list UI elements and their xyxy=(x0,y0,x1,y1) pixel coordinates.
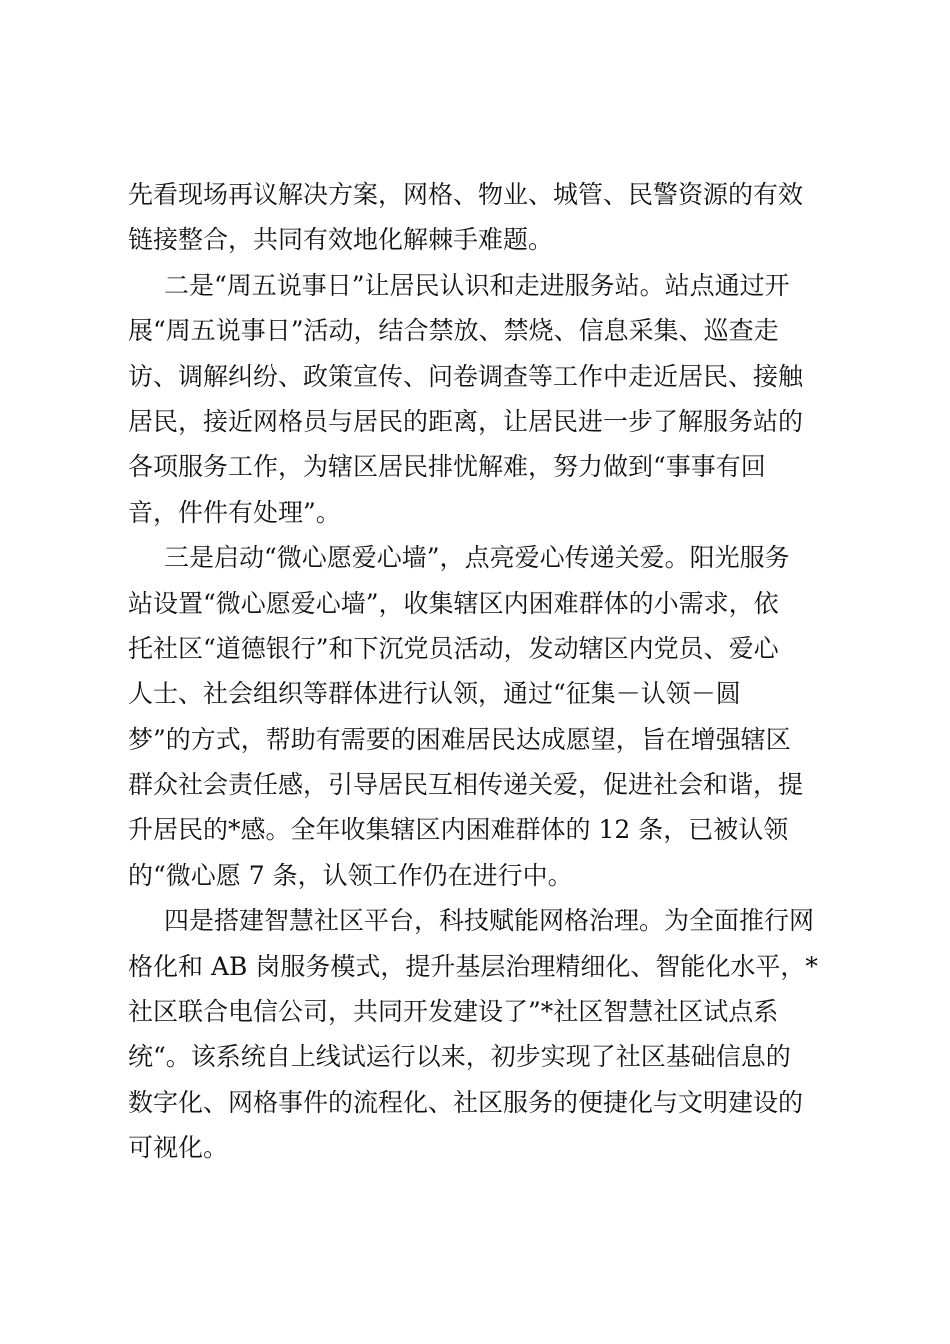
text-line: 格化和 AB 岗服务模式，提升基层治理精细化、智能化水平，* xyxy=(128,951,818,981)
text-line: 站设置“微心愿爱心墙”，收集辖区内困难群体的小需求，依 xyxy=(128,588,779,618)
paragraph-first-line: 四是搭建智慧社区平台，科技赋能网格治理。为全面推行网 xyxy=(164,906,815,936)
text-line: 数字化、网格事件的流程化、社区服务的便捷化与文明建设的 xyxy=(128,1087,804,1117)
text-line: 统“。该系统自上线试运行以来，初步实现了社区基础信息的 xyxy=(128,1042,791,1072)
text-line: 先看现场再议解决方案，网格、物业、城管、民警资源的有效 xyxy=(128,180,804,209)
body-text xyxy=(128,172,828,1171)
text-line: 群众社会责任感，引导居民互相传递关爱，促进社会和谐，提 xyxy=(128,770,804,800)
text-line: 链接整合，共同有效地化解棘手难题。 xyxy=(128,225,554,255)
text-line: 居民，接近网格员与居民的距离，让居民进一步了解服务站的 xyxy=(128,406,804,436)
text-line: 升居民的*感。全年收集辖区内困难群体的 12 条，已被认领 xyxy=(128,815,789,845)
text-line: 音，件件有处理”。 xyxy=(128,497,341,527)
text-line: 各项服务工作，为辖区居民排忧解难，努力做到“事事有回 xyxy=(128,452,766,482)
text-line: 可视化。 xyxy=(128,1133,229,1163)
text-line: 社区联合电信公司，共同开发建设了”*社区智慧社区试点系 xyxy=(128,997,779,1027)
text-line: 展“周五说事日”活动，结合禁放、禁烧、信息采集、巡查走 xyxy=(128,316,779,346)
paragraph-first-line: 二是“周五说事日”让居民认识和走进服务站。站点通过开 xyxy=(164,270,790,300)
text-line: 梦”的方式，帮助有需要的困难居民达成愿望，旨在增强辖区 xyxy=(128,724,791,754)
text-line: 的“微心愿 7 条，认领工作仍在进行中。 xyxy=(128,860,573,890)
paragraph-first-line: 三是启动“微心愿爱心墙”，点亮爱心传递关爱。阳光服务 xyxy=(164,543,790,573)
text-line: 访、调解纠纷、政策宣传、问卷调查等工作中走近居民、接触 xyxy=(128,361,804,391)
text-line: 人士、社会组织等群体进行认领，通过“征集－认领－圆 xyxy=(128,679,741,709)
text-line: 托社区“道德银行”和下沉党员活动，发动辖区内党员、爱心 xyxy=(128,633,779,663)
